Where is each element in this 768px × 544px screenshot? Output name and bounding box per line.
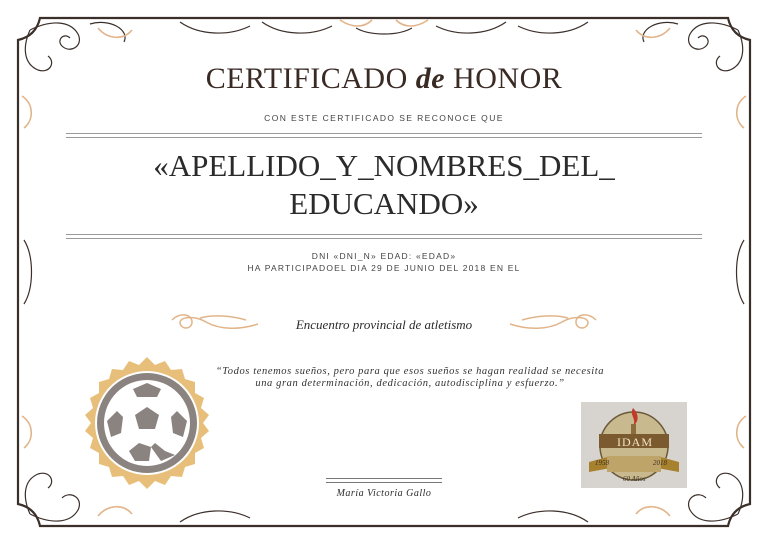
certificate-title: CERTIFICADO de HONOR xyxy=(205,62,563,95)
certificate-subtitle: CON ESTE CERTIFICADO SE RECONOCE QUE xyxy=(264,113,504,123)
divider-top xyxy=(66,133,702,138)
logo-anniversary: 60 Años xyxy=(623,475,646,483)
logo-year-left: 1958 xyxy=(595,459,609,467)
signer-name: María Victoria Gallo xyxy=(336,488,432,499)
recipient-name-line1: «APELLIDO_Y_NOMBRES_DEL_ xyxy=(153,148,615,183)
institution-logo xyxy=(581,402,687,488)
dni-age-line: DNI «DNI_N» EDAD: «EDAD» xyxy=(311,251,457,261)
motivational-quote: “Todos tenemos sueños, pero para que esos sueños se hagan realidad se necesita una gran determinación, dedicación, autodisciplina y esfuerzo.” xyxy=(215,366,605,389)
participation-line: HA PARTICIPADOEL DIA 29 DE JUNIO DEL 2018 EN EL xyxy=(247,263,521,273)
recipient-name-line2: EDUCANDO» xyxy=(289,186,479,221)
soccer-ball-seal-icon xyxy=(79,355,215,491)
signature-line xyxy=(326,478,442,483)
recipient-name xyxy=(60,147,708,223)
logo-year-right: 2018 xyxy=(653,459,667,467)
title-de: de xyxy=(415,62,446,95)
logo-acronym: IDAM xyxy=(617,435,653,449)
divider-bottom xyxy=(66,234,702,239)
event-name: Encuentro provincial de atletismo xyxy=(295,317,473,332)
